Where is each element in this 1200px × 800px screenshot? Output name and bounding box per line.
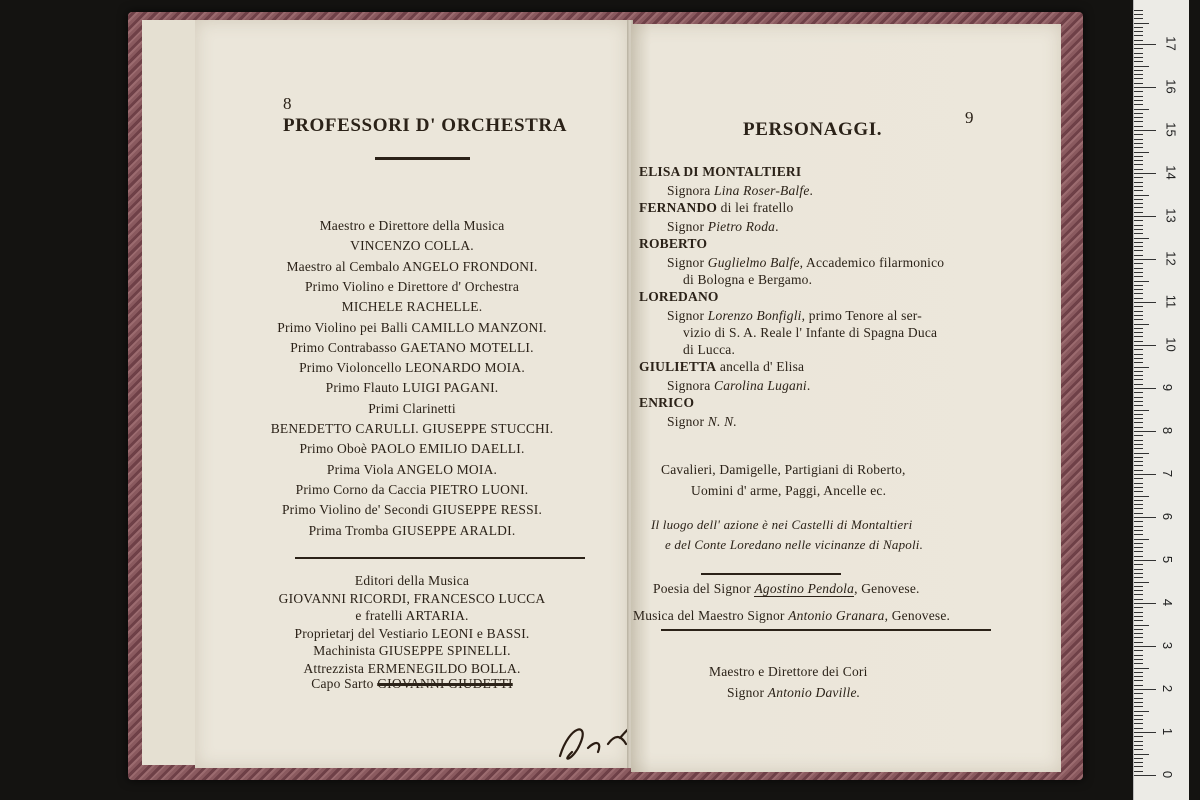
ruler-tick (1134, 706, 1143, 707)
ruler-tick (1134, 637, 1143, 638)
cast-performer (667, 183, 813, 199)
ruler-tick (1134, 31, 1143, 32)
ruler-tick (1134, 504, 1143, 505)
orchestra-line: Primo Contrabasso GAETANO MOTELLI. (290, 339, 534, 355)
ruler-tick (1134, 186, 1143, 187)
ruler-tick (1134, 392, 1143, 393)
ruler-tick (1134, 379, 1143, 380)
ruler-tick (1134, 689, 1156, 690)
cast-performer (667, 219, 779, 235)
ruler-tick (1134, 440, 1143, 441)
ruler-tick (1134, 27, 1143, 28)
ruler-tick (1134, 126, 1143, 127)
ruler-tick (1134, 487, 1143, 488)
orchestra-line: Prima Tromba GIUSEPPE ARALDI. (308, 522, 516, 538)
chorus-line-1: Cavalieri, Damigelle, Partigiani di Roberto, (661, 462, 906, 477)
performer-name: Carolina Lugani (713, 378, 807, 393)
ruler-label: 9 (1160, 383, 1176, 392)
measuring-ruler (1133, 0, 1189, 800)
ruler-tick (1134, 702, 1143, 703)
ruler-tick (1134, 388, 1156, 389)
ruler-tick (1134, 104, 1143, 105)
ruler-tick (1134, 147, 1143, 148)
ruler-tick (1134, 195, 1149, 196)
performer-title: Signora (667, 183, 714, 198)
ruler-tick (1134, 668, 1149, 669)
ruler-tick (1134, 276, 1143, 277)
ruler-tick (1134, 397, 1143, 398)
ruler-tick (1134, 594, 1143, 595)
right-page (631, 24, 1061, 772)
staff-line: GIOVANNI RICORDI, FRANCESCO LUCCA (278, 590, 546, 606)
ruler-tick (1134, 650, 1143, 651)
poesia-label: Poesia del Signor (653, 581, 751, 596)
ruler-tick (1134, 723, 1143, 724)
ruler-label: 2 (1160, 684, 1176, 693)
role-description: ancella d' Elisa (716, 359, 805, 374)
ruler-tick (1134, 272, 1143, 273)
ruler-tick (1134, 182, 1143, 183)
ruler-tick (1134, 354, 1143, 355)
cast-continuation: di Bologna e Bergamo. (683, 272, 813, 287)
ruler-tick (1134, 663, 1143, 664)
cast-role (639, 200, 793, 216)
ruler-tick (1134, 57, 1143, 58)
ruler-tick (1134, 190, 1143, 191)
performer-name: Pietro Roda (707, 219, 776, 234)
ruler-tick (1134, 758, 1143, 759)
ruler-tick (1134, 444, 1143, 445)
credits-rule-bottom (661, 629, 991, 631)
ruler-label: 15 (1163, 122, 1179, 137)
ruler-tick (1134, 745, 1143, 746)
musica-label: Musica del Maestro Signor (633, 608, 785, 623)
poesia-name: Agostino Pendola (754, 581, 855, 596)
ruler-tick (1134, 642, 1143, 643)
ruler-tick (1134, 246, 1143, 247)
section-divider (295, 557, 585, 559)
ruler-tick (1134, 620, 1143, 621)
page-number-left: 8 (283, 94, 292, 113)
ruler-label: 13 (1163, 208, 1179, 223)
ruler-tick (1134, 569, 1143, 570)
ruler-tick (1134, 410, 1149, 411)
ruler-tick (1134, 315, 1143, 316)
performer-name: Lorenzo Bonfigli (707, 308, 802, 323)
orchestra-line: VINCENZO COLLA. (350, 238, 474, 254)
performer-title: Signor (667, 255, 708, 270)
ruler-tick (1134, 629, 1143, 630)
ruler-tick (1134, 169, 1143, 170)
ruler-tick (1134, 457, 1143, 458)
setting-line-1: Il luogo dell' azione è nei Castelli di Montaltieri (651, 517, 913, 532)
role-name: GIULIETTA (639, 359, 717, 374)
ruler-tick (1134, 74, 1143, 75)
orchestra-line: Primo Violino pei Balli CAMILLO MANZONI. (277, 319, 547, 335)
ruler-tick (1134, 160, 1143, 161)
orchestra-line: Maestro al Cembalo ANGELO FRONDONI. (286, 258, 538, 274)
ruler-tick (1134, 83, 1143, 84)
cast-role (639, 359, 804, 375)
ruler-tick (1134, 375, 1143, 376)
orchestra-line: Primi Clarinetti (368, 400, 456, 416)
ruler-tick (1134, 285, 1143, 286)
cast-role (639, 395, 694, 411)
ruler-tick (1134, 401, 1143, 402)
ruler-tick (1134, 448, 1143, 449)
ruler-tick (1134, 711, 1149, 712)
ruler-tick (1134, 289, 1143, 290)
ruler-label: 6 (1160, 512, 1176, 521)
setting-line-2: e del Conte Loredano nelle vicinanze di Napoli. (665, 537, 924, 552)
ruler-tick (1134, 152, 1149, 153)
ruler-label: 5 (1160, 555, 1176, 564)
ruler-tick (1134, 526, 1143, 527)
ruler-label: 1 (1160, 727, 1176, 736)
cori-name: Antonio Daville. (767, 685, 861, 700)
ruler-tick (1134, 332, 1143, 333)
ruler-tick (1134, 732, 1156, 733)
ruler-tick (1134, 465, 1143, 466)
ruler-tick (1134, 66, 1149, 67)
ruler-tick (1134, 263, 1143, 264)
role-name: ENRICO (639, 395, 695, 410)
ruler-tick (1134, 616, 1143, 617)
ruler-tick (1134, 496, 1149, 497)
ruler-tick (1134, 646, 1156, 647)
ruler-tick (1134, 560, 1156, 561)
ruler-tick (1134, 754, 1149, 755)
ruler-tick (1134, 564, 1143, 565)
orchestra-line: Primo Flauto LUIGI PAGANI. (325, 380, 499, 396)
ruler-tick (1134, 207, 1143, 208)
musica-line (633, 608, 950, 624)
ruler-tick (1134, 177, 1143, 178)
ruler-tick (1134, 229, 1143, 230)
ruler-tick (1134, 199, 1143, 200)
ruler-tick (1134, 771, 1143, 772)
role-name: ELISA DI MONTALTIERI (639, 164, 802, 179)
cast-role (639, 289, 719, 305)
ruler-tick (1134, 766, 1143, 767)
ruler-tick (1134, 736, 1143, 737)
cast-performer (667, 414, 737, 430)
orchestra-line: Primo Oboè PAOLO EMILIO DAELLI. (299, 441, 525, 457)
ruler-tick (1134, 302, 1156, 303)
ruler-tick (1134, 762, 1143, 763)
ruler-tick (1134, 345, 1156, 346)
ruler-tick (1134, 281, 1149, 282)
ruler-tick (1134, 306, 1143, 307)
ruler-tick (1134, 328, 1143, 329)
performer-tail: , Accademico filarmonico (799, 255, 945, 270)
ruler-tick (1134, 319, 1143, 320)
ruler-tick (1134, 427, 1143, 428)
ruler-tick (1134, 483, 1143, 484)
ruler-tick (1134, 358, 1143, 359)
chorus-line-2: Uomini d' arme, Paggi, Ancelle ec. (691, 483, 887, 498)
staff-line: Editori della Musica (354, 573, 470, 588)
ruler-label: 14 (1163, 165, 1179, 180)
ruler-tick (1134, 35, 1143, 36)
ruler-tick (1134, 612, 1143, 613)
performer-name: Lina Roser-Balfe (713, 183, 810, 198)
orchestra-line: Primo Corno da Caccia PIETRO LUONI. (295, 481, 529, 497)
ruler-tick (1134, 61, 1143, 62)
cast-role (639, 236, 707, 252)
ruler-tick (1134, 212, 1143, 213)
ruler-tick (1134, 48, 1143, 49)
ruler-tick (1134, 293, 1143, 294)
ruler-tick (1134, 173, 1156, 174)
ruler-tick (1134, 250, 1143, 251)
ruler-tick (1134, 625, 1149, 626)
musica-name: Antonio Granara (788, 608, 885, 623)
ruler-tick (1134, 233, 1143, 234)
ruler-tick (1134, 23, 1149, 24)
ruler-tick (1134, 418, 1143, 419)
ruler-tick (1134, 130, 1156, 131)
orchestra-line: Primo Violino de' Secondi GIUSEPPE RESSI. (281, 502, 543, 518)
ruler-tick (1134, 431, 1156, 432)
ruler-tick (1134, 607, 1143, 608)
ruler-tick (1134, 336, 1143, 337)
ruler-tick (1134, 96, 1143, 97)
ruler-tick (1134, 117, 1143, 118)
ruler-tick (1134, 470, 1143, 471)
ruler-tick (1134, 156, 1143, 157)
ruler-tick (1134, 513, 1143, 514)
ruler-tick (1134, 121, 1143, 122)
ruler-tick (1134, 590, 1143, 591)
orchestra-line: Prima Viola ANGELO MOIA. (326, 461, 498, 477)
ruler-tick (1134, 405, 1143, 406)
capo-sarto-label: Capo Sarto (311, 676, 374, 691)
left-page-heading: PROFESSORI D' ORCHESTRA (283, 115, 568, 136)
performer-name: N. N. (707, 414, 737, 429)
ruler-tick (1134, 143, 1143, 144)
ruler-tick (1134, 139, 1143, 140)
ruler-tick (1134, 543, 1143, 544)
ruler-tick (1134, 311, 1143, 312)
ruler-tick (1134, 225, 1143, 226)
ruler-tick (1134, 508, 1143, 509)
ruler-tick (1134, 719, 1143, 720)
ruler-label: 7 (1160, 469, 1176, 478)
cori-title: Maestro e Direttore dei Cori (709, 664, 868, 679)
ruler-tick (1134, 87, 1156, 88)
ruler-tick (1134, 586, 1143, 587)
ruler-tick (1134, 728, 1143, 729)
performer-tail: . (806, 378, 811, 393)
ruler-tick (1134, 672, 1143, 673)
ruler-tick (1134, 582, 1149, 583)
ruler-tick (1134, 633, 1143, 634)
ruler-tick (1134, 573, 1143, 574)
ruler-tick (1134, 259, 1156, 260)
cast-performer (667, 378, 810, 394)
ruler-tick (1134, 603, 1156, 604)
ruler-label: 16 (1163, 79, 1179, 94)
ruler-tick (1134, 551, 1143, 552)
ruler-tick (1134, 164, 1143, 165)
ruler-tick (1134, 693, 1143, 694)
cast-continuation: vizio di S. A. Reale l' Infante di Spagna Duca (683, 325, 938, 340)
role-name: FERNANDO (639, 200, 718, 215)
ruler-tick (1134, 741, 1143, 742)
ruler-label: 17 (1163, 36, 1179, 51)
orchestra-line: Maestro e Direttore della Musica (319, 218, 505, 233)
ruler-tick (1134, 220, 1143, 221)
ruler-tick (1134, 44, 1156, 45)
ruler-tick (1134, 461, 1143, 462)
performer-title: Signor (667, 308, 708, 323)
ruler-tick (1134, 341, 1143, 342)
ruler-tick (1134, 556, 1143, 557)
ruler-tick (1134, 242, 1143, 243)
ruler-tick (1134, 91, 1143, 92)
poesia-tail: , Genovese. (854, 581, 920, 596)
capo-sarto-line (195, 676, 629, 692)
performer-name: Guglielmo Balfe (707, 255, 800, 270)
cast-continuation: di Lucca. (683, 342, 736, 357)
orchestra-line: Primo Violoncello LEONARDO MOIA. (299, 360, 525, 376)
ruler-tick (1134, 268, 1143, 269)
struck-name: GIOVANNI GIUDETTI (377, 676, 513, 691)
ruler-tick (1134, 10, 1143, 11)
ruler-tick (1134, 367, 1149, 368)
ruler-tick (1134, 134, 1143, 135)
ruler-tick (1134, 478, 1143, 479)
ruler-label: 0 (1160, 770, 1176, 779)
ruler-tick (1134, 680, 1143, 681)
cast-role (639, 164, 801, 180)
poesia-line (653, 581, 920, 597)
ruler-tick (1134, 453, 1149, 454)
left-page (195, 20, 629, 768)
ruler-tick (1134, 775, 1156, 776)
musica-tail: , Genovese. (884, 608, 951, 623)
role-name: LOREDANO (639, 289, 719, 304)
ruler-tick (1134, 500, 1143, 501)
ruler-tick (1134, 40, 1143, 41)
cori-line (727, 685, 860, 701)
ruler-tick (1134, 414, 1143, 415)
performer-tail: . (775, 219, 779, 234)
ruler-tick (1134, 547, 1143, 548)
credits-rule-top (701, 573, 841, 575)
performer-tail: . (809, 183, 814, 198)
ruler-tick (1134, 14, 1143, 15)
cori-label: Signor (727, 685, 765, 700)
ruler-tick (1134, 599, 1143, 600)
ruler-label: 10 (1163, 337, 1179, 352)
performer-title: Signora (667, 378, 714, 393)
ruler-tick (1134, 491, 1143, 492)
ruler-tick (1134, 255, 1143, 256)
ruler-tick (1134, 298, 1143, 299)
ruler-tick (1134, 539, 1149, 540)
role-description: di lei fratello (717, 200, 794, 215)
ruler-tick (1134, 216, 1156, 217)
ruler-label: 12 (1163, 251, 1179, 266)
ruler-tick (1134, 371, 1143, 372)
ruler-label: 11 (1163, 294, 1179, 309)
ruler-tick (1134, 362, 1143, 363)
ruler-tick (1134, 655, 1143, 656)
ruler-tick (1134, 685, 1143, 686)
ruler-tick (1134, 749, 1143, 750)
staff-line: Machinista GIUSEPPE SPINELLI. (313, 643, 511, 659)
ruler-tick (1134, 521, 1143, 522)
ruler-tick (1134, 715, 1143, 716)
right-page-heading: PERSONAGGI. (743, 119, 883, 140)
ruler-tick (1134, 349, 1143, 350)
cast-performer (667, 308, 922, 324)
performer-title: Signor (667, 219, 708, 234)
ruler-tick (1134, 530, 1143, 531)
ruler-tick (1134, 70, 1143, 71)
ruler-tick (1134, 100, 1143, 101)
ruler-tick (1134, 517, 1156, 518)
role-name: ROBERTO (639, 236, 708, 251)
performer-tail: , primo Tenore al ser- (801, 308, 922, 323)
ruler-tick (1134, 238, 1149, 239)
staff-line: Attrezzista ERMENEGILDO BOLLA. (303, 661, 521, 676)
ruler-tick (1134, 109, 1149, 110)
orchestra-line: Primo Violino e Direttore d' Orchestra (304, 278, 520, 294)
ruler-tick (1134, 18, 1143, 19)
ruler-label: 3 (1160, 641, 1176, 650)
performer-title: Signor (667, 414, 708, 429)
cast-performer (667, 255, 944, 271)
ruler-tick (1134, 698, 1143, 699)
ruler-tick (1134, 324, 1149, 325)
ruler-tick (1134, 384, 1143, 385)
flyleaf (142, 20, 202, 765)
ruler-tick (1134, 659, 1143, 660)
ruler-label: 8 (1160, 426, 1176, 435)
orchestra-line: BENEDETTO CARULLI. GIUSEPPE STUCCHI. (270, 421, 554, 436)
ruler-tick (1134, 676, 1143, 677)
heading-rule (375, 157, 470, 160)
ruler-tick (1134, 422, 1143, 423)
staff-line: e fratelli ARTARIA. (355, 608, 469, 624)
ruler-tick (1134, 53, 1143, 54)
ruler-tick (1134, 435, 1143, 436)
ruler-tick (1134, 113, 1143, 114)
ruler-tick (1134, 474, 1156, 475)
ruler-label: 4 (1160, 598, 1176, 607)
ruler-tick (1134, 577, 1143, 578)
orchestra-line: MICHELE RACHELLE. (341, 299, 483, 315)
ruler-tick (1134, 534, 1143, 535)
ruler-tick (1134, 78, 1143, 79)
staff-line: Proprietarj del Vestiario LEONI e BASSI. (294, 625, 530, 641)
ruler-tick (1134, 203, 1143, 204)
page-number-right: 9 (965, 108, 974, 127)
